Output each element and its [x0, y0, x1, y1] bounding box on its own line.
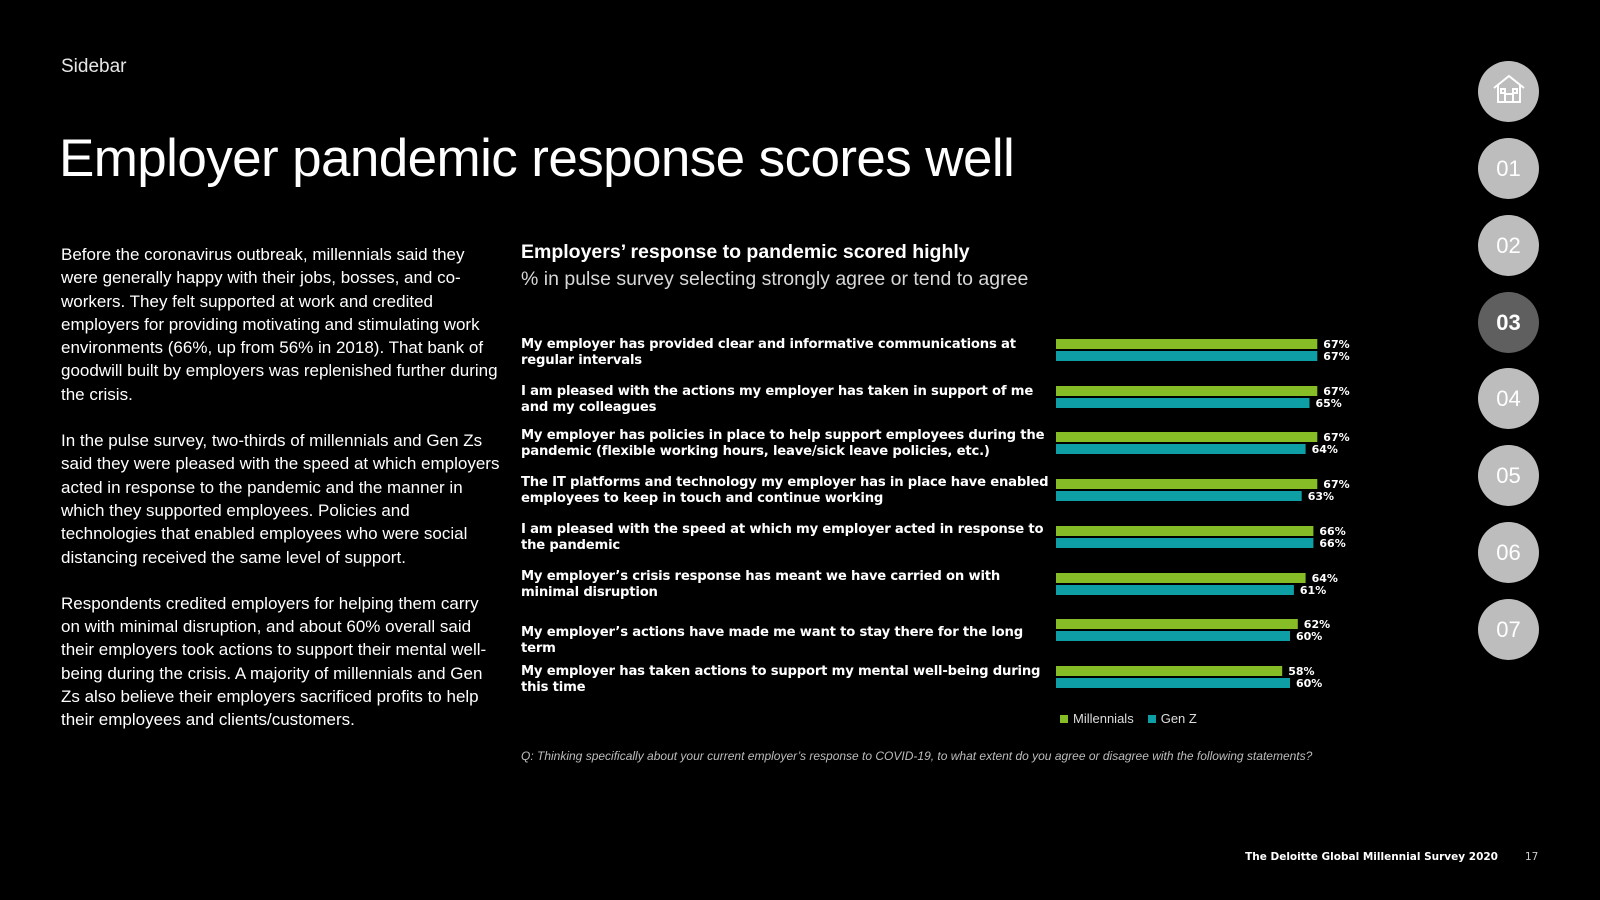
data-label: 60% [1296, 677, 1323, 690]
nav-item-05[interactable]: 05 [1478, 445, 1539, 506]
bar-gen-z [1056, 491, 1302, 501]
section-label: Sidebar [61, 56, 127, 77]
data-label: 66% [1319, 537, 1346, 550]
nav-item-03[interactable]: 03 [1478, 292, 1539, 353]
data-label: 67% [1323, 431, 1350, 444]
nav-home-button[interactable] [1478, 61, 1539, 122]
legend-label: Gen Z [1160, 711, 1197, 726]
data-label: 60% [1296, 630, 1323, 643]
bar-millennials [1056, 339, 1317, 349]
body-paragraph: Respondents credited employers for helping them carry on with minimal disruption, and about 60% overall said their employers took actions to support their mental well-being during the crisis. A majority of millennials and Gen Zs also believe their employers sacrificed profits to help their employees and clients/customers. [61, 593, 487, 730]
body-paragraph: Before the coronavirus outbreak, millennials said they were generally happy with their jobs, bosses, and co-workers. They felt supported at work and credited employers for providing motivating and stimulating work environments (66%, up from 56% in 2018). That bank of goodwill built by employers was replenished further during the crisis. [61, 245, 498, 404]
bar-millennials [1056, 619, 1298, 629]
category-label: My employer has policies in place to help support employees during the pandemic (flexible working hours, leave/sick leave policies, etc.) [521, 428, 1045, 459]
category-label: My employer’s crisis response has meant we have carried on with minimal disruption [521, 569, 1001, 600]
bar-gen-z [1056, 538, 1313, 548]
bar-millennials [1056, 666, 1282, 676]
bar-gen-z [1056, 631, 1290, 641]
bar-gen-z [1056, 678, 1290, 688]
legend-label: Millennials [1073, 711, 1134, 726]
page-title: Employer pandemic response scores well [59, 129, 1015, 188]
category-label: My employer has provided clear and informative communications at regular intervals [521, 337, 1016, 368]
data-label: 64% [1311, 443, 1338, 456]
data-label: 63% [1307, 490, 1335, 503]
legend-item-gen-z [1148, 711, 1197, 726]
bar-millennials [1056, 479, 1317, 489]
data-label: 67% [1323, 350, 1350, 363]
data-label: 67% [1323, 338, 1350, 351]
chart-subtitle: % in pulse survey selecting strongly agree or tend to agree [521, 268, 1029, 290]
category-label: I am pleased with the actions my employer has taken in support of me and my colleagues [521, 384, 1034, 415]
category-label: The IT platforms and technology my employer has in place have enabled employees to keep in touch and continue working [521, 475, 1049, 506]
data-label: 64% [1311, 572, 1338, 585]
nav-item-04[interactable]: 04 [1478, 368, 1539, 429]
bar-millennials [1056, 386, 1317, 396]
survey-question-footnote: Q: Thinking specifically about your current employer’s response to COVID-19, to what extent do you agree or disagree with the following statements? [521, 749, 1313, 763]
body-paragraph: In the pulse survey, two-thirds of millennials and Gen Zs said they were pleased with the speed at which employers acted in response to the pandemic and the manner in which they supported employees. Policies and technologies that enabled employees who were social distancing received the same level of support. [61, 431, 500, 567]
data-label: 61% [1299, 584, 1327, 597]
data-label: 58% [1288, 665, 1315, 678]
category-label: My employer has taken actions to support my mental well-being during this time [521, 664, 1041, 695]
chart-legend [1060, 711, 1197, 726]
footer-publication: The Deloitte Global Millennial Survey 2020 [1245, 851, 1498, 863]
bar-gen-z [1056, 398, 1310, 408]
legend-swatch-millennials [1060, 715, 1068, 723]
bar-gen-z [1056, 585, 1294, 595]
data-label: 66% [1319, 525, 1346, 538]
bar-millennials [1056, 573, 1306, 583]
bar-millennials [1056, 526, 1313, 536]
data-label: 65% [1315, 397, 1342, 410]
home-icon [1491, 73, 1527, 111]
legend-item-millennials [1060, 711, 1134, 726]
category-label: My employer’s actions have made me want to stay there for the long term [521, 625, 1023, 656]
data-label: 67% [1323, 478, 1350, 491]
nav-item-02[interactable]: 02 [1478, 215, 1539, 276]
bar-millennials [1056, 432, 1317, 442]
data-label: 67% [1323, 385, 1350, 398]
data-label: 62% [1303, 618, 1331, 631]
category-label: I am pleased with the speed at which my employer acted in response to the pandemic [521, 522, 1044, 553]
nav-item-01[interactable]: 01 [1478, 138, 1539, 199]
chart-title: Employers’ response to pandemic scored highly [521, 241, 970, 263]
legend-swatch-gen-z [1148, 715, 1156, 723]
bar-gen-z [1056, 351, 1317, 361]
page-number: 17 [1525, 851, 1539, 863]
nav-item-07[interactable]: 07 [1478, 599, 1539, 660]
bar-gen-z [1056, 444, 1306, 454]
nav-item-06[interactable]: 06 [1478, 522, 1539, 583]
